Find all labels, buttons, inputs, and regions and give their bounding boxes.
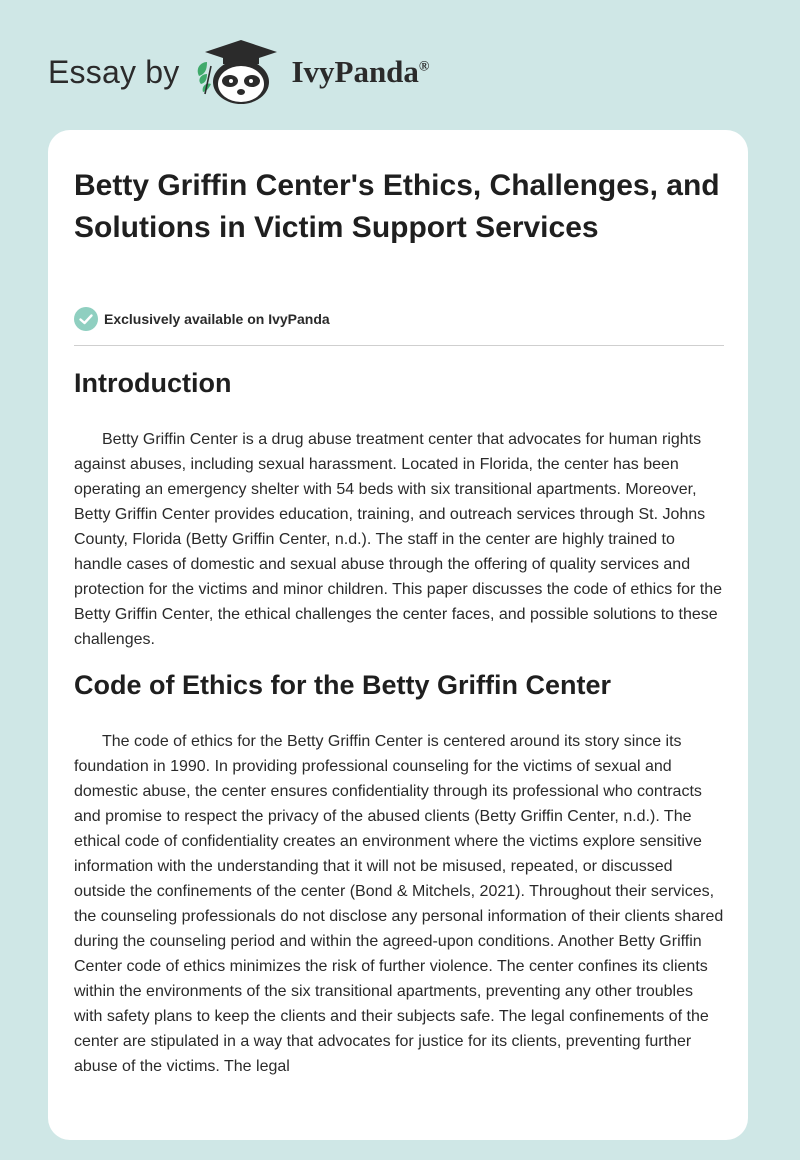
document-card (48, 130, 748, 1140)
check-badge-icon (74, 307, 98, 331)
brand-prefix: Essay by (48, 53, 180, 90)
document-title: Betty Griffin Center's Ethics, Challenges, and Solutions in Victim Support Services (74, 169, 720, 244)
title-divider (74, 345, 724, 346)
registered-mark: ® (418, 59, 430, 75)
exclusive-badge (74, 306, 330, 332)
section-body-code-of-ethics: The code of ethics for the Betty Griffin Center is centered around its story since its foundation in 1990. In providing professional counseling for the victims of sexual and domestic abuse, the center ensures confidentiality through its professional who contracts and promise to respect the privacy of the abused clients (Betty Griffin Center, n.d.). The ethical code of confidentiality creates an environment where the victims explore sensitive information with the understanding that it will not be misused, repeated, or discussed outside the confinements of the center (Bond & Mitchels, 2021). Throughout their services, the counseling professionals do not disclose any personal information of their clients shared during the counseling period and within the agreed-upon conditions. Another Betty Griffin Center code of ethics minimizes the risk of further violence. The center confines its clients within the environments of the six transitional apartments, preventing any other troubles with safety plans to keep the clients and their subjects safe. The legal confinements of the center are stipulated in a way that advocates for justice for its clients, preventing further abuse of the victims. The legal (74, 733, 724, 1075)
section-heading-introduction: Introduction (74, 368, 232, 398)
panda-logo-icon[interactable] (193, 36, 285, 108)
brand-header (48, 36, 528, 108)
section-heading-code-of-ethics: Code of Ethics for the Betty Griffin Center (74, 670, 612, 700)
section-body-introduction: Betty Griffin Center is a drug abuse treatment center that advocates for human rights against abuses, including sexual harassment. Located in Florida, the center has been operating an emergency shelter with 54 beds with six transitional apartments. Moreover, Betty Griffin Center provides education, training, and outreach services through St. Johns County, Florida (Betty Griffin Center, n.d.). The staff in the center are highly trained to handle cases of domestic and sexual abuse through the offering of quality services and protection for the victims and minor children. This paper discusses the code of ethics for the Betty Griffin Center, the ethical challenges the center faces, and possible solutions to these challenges. (74, 431, 723, 648)
brand-name[interactable]: IvyPanda® (291, 54, 430, 89)
exclusive-badge-text: Exclusively available on IvyPanda (104, 311, 330, 327)
